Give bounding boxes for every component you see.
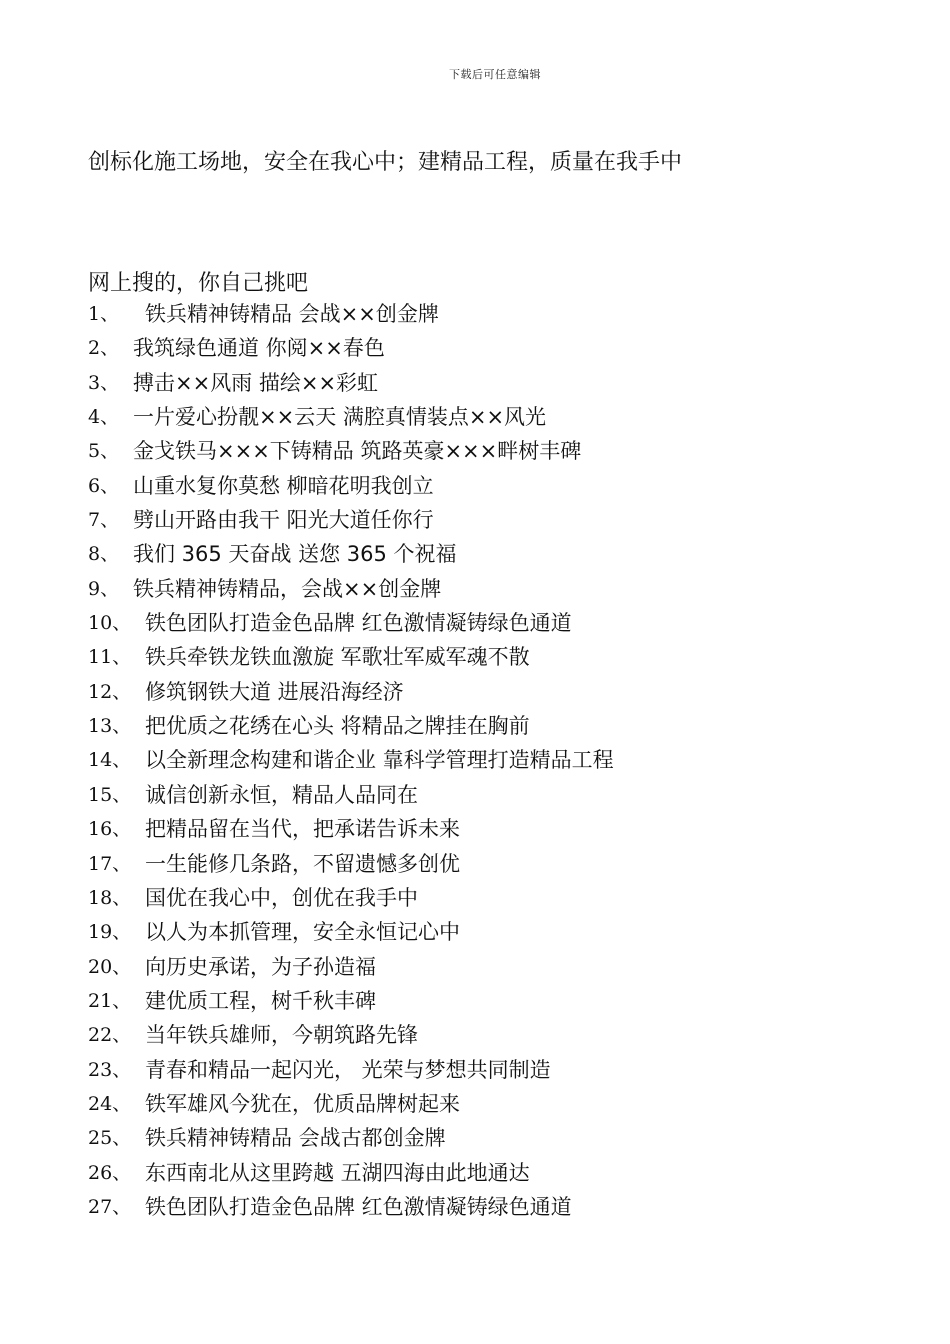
slogan-text: 当年铁兵雄师，今朝筑路先锋	[145, 1023, 418, 1048]
slogan-item	[88, 574, 614, 608]
slogan-number: 22、	[88, 1024, 132, 1047]
slogan-number: 25、	[88, 1127, 132, 1150]
slogan-number: 12、	[88, 680, 132, 703]
slogan-text: 国优在我心中，创优在我手中	[145, 885, 418, 910]
slogan-item	[88, 711, 614, 745]
slogan-item	[88, 539, 614, 573]
slogan-number: 23、	[88, 1058, 132, 1081]
slogan-item	[88, 1192, 614, 1226]
slogan-item	[88, 402, 614, 436]
slogan-item	[88, 608, 614, 642]
slogan-item	[88, 368, 614, 402]
slogan-number: 16、	[88, 818, 132, 841]
slogan-item	[88, 883, 614, 917]
slogan-number: 11、	[88, 646, 132, 669]
slogan-text: 东西南北从这里跨越 五湖四海由此地通达	[145, 1160, 530, 1185]
slogan-text: 诚信创新永恒，精品人品同在	[145, 782, 418, 807]
slogan-text: 我筑绿色通道 你阅××春色	[133, 336, 385, 361]
slogan-number: 7、	[88, 509, 120, 532]
slogan-text: 一片爱心扮靓××云天 满腔真情装点××风光	[133, 405, 547, 430]
slogan-text: 建优质工程，树千秋丰碑	[145, 988, 376, 1013]
slogan-item	[88, 952, 614, 986]
slogan-number: 10、	[88, 612, 132, 635]
slogan-item	[88, 1055, 614, 1089]
slogan-number: 20、	[88, 955, 132, 978]
slogan-item	[88, 1158, 614, 1192]
slogan-text: 以人为本抓管理，安全永恒记心中	[145, 920, 460, 945]
slogan-text: 劈山开路由我干 阳光大道任你行	[133, 508, 434, 533]
slogan-item	[88, 849, 614, 883]
slogan-number: 3、	[88, 371, 120, 394]
slogan-item	[88, 436, 614, 470]
slogan-item	[88, 1089, 614, 1123]
slogan-number: 2、	[88, 337, 120, 360]
slogan-text: 铁兵精神铸精品，会战××创金牌	[133, 576, 442, 601]
slogan-item	[88, 471, 614, 505]
slogan-number: 26、	[88, 1161, 132, 1184]
page-header: 下载后可任意编辑	[449, 68, 541, 81]
slogan-item	[88, 505, 614, 539]
slogan-item	[88, 814, 614, 848]
slogan-number: 18、	[88, 886, 132, 909]
slogan-text: 铁色团队打造金色品牌 红色激情凝铸绿色通道	[145, 1194, 572, 1219]
slogan-item	[88, 986, 614, 1020]
slogan-text: 把优质之花绣在心头 将精品之牌挂在胸前	[145, 714, 530, 739]
slogan-text: 一生能修几条路，不留遗憾多创优	[145, 851, 460, 876]
slogan-list	[88, 299, 614, 1226]
slogan-item	[88, 299, 614, 333]
document-title: 创标化施工场地，安全在我心中；建精品工程，质量在我手中	[88, 150, 683, 175]
slogan-text: 铁兵牵铁龙铁血激旋 军歌壮军威军魂不散	[145, 645, 530, 670]
slogan-item	[88, 917, 614, 951]
slogan-item	[88, 642, 614, 676]
slogan-number: 15、	[88, 783, 132, 806]
slogan-text: 把精品留在当代，把承诺告诉未来	[145, 817, 460, 842]
slogan-number: 24、	[88, 1092, 132, 1115]
slogan-number: 5、	[88, 440, 120, 463]
slogan-text: 搏击××风雨 描绘××彩虹	[133, 370, 379, 395]
slogan-number: 4、	[88, 406, 120, 429]
slogan-number: 6、	[88, 474, 120, 497]
slogan-item	[88, 745, 614, 779]
slogan-item	[88, 1123, 614, 1157]
slogan-number: 27、	[88, 1195, 132, 1218]
slogan-number: 14、	[88, 749, 132, 772]
slogan-text: 铁色团队打造金色品牌 红色激情凝铸绿色通道	[145, 611, 572, 636]
slogan-text: 修筑钢铁大道 进展沿海经济	[145, 679, 404, 704]
slogan-text: 金戈铁马×××下铸精品 筑路英豪×××畔树丰碑	[133, 439, 582, 464]
slogan-text: 向历史承诺，为子孙造福	[145, 954, 376, 979]
slogan-number: 13、	[88, 715, 132, 738]
slogan-item	[88, 333, 614, 367]
slogan-number: 19、	[88, 921, 132, 944]
slogan-text: 铁兵精神铸精品 会战××创金牌	[145, 302, 439, 326]
slogan-text: 铁兵精神铸精品 会战古都创金牌	[145, 1126, 446, 1151]
slogan-number: 1、	[88, 303, 120, 325]
slogan-text: 以全新理念构建和谐企业 靠科学管理打造精品工程	[145, 748, 614, 773]
slogan-text: 我们 365 天奋战 送您 365 个祝福	[133, 542, 457, 567]
slogan-text: 青春和精品一起闪光， 光荣与梦想共同制造	[145, 1057, 551, 1082]
slogan-item	[88, 677, 614, 711]
slogan-text: 铁军雄风今犹在，优质品牌树起来	[145, 1091, 460, 1116]
slogan-text: 山重水复你莫愁 柳暗花明我创立	[133, 473, 434, 498]
slogan-number: 21、	[88, 989, 132, 1012]
intro-text: 网上搜的，你自己挑吧	[88, 271, 309, 296]
slogan-item	[88, 1020, 614, 1054]
slogan-number: 9、	[88, 577, 120, 600]
slogan-number: 8、	[88, 543, 120, 566]
slogan-item	[88, 780, 614, 814]
slogan-number: 17、	[88, 852, 132, 875]
